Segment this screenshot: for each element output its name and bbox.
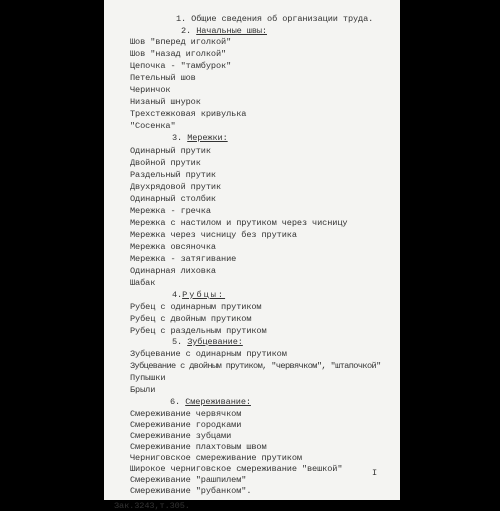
section-heading-label: Рубцы: xyxy=(182,290,226,300)
list-item: Смереживание "рубанком". xyxy=(130,486,252,496)
section-heading-label: Зубцевание: xyxy=(187,337,243,347)
section-heading xyxy=(172,133,228,143)
list-item: Зубцевание с двойным прутиком, "червячком", "штапочкой" xyxy=(130,361,381,371)
list-item: Шов "назад иголкой" xyxy=(130,49,227,59)
list-item: Черниговское смереживание прутиком xyxy=(130,453,302,463)
list-item: Одинарная лиховка xyxy=(130,266,216,276)
list-item: Брыли xyxy=(130,385,156,395)
list-item: Петельный шов xyxy=(130,73,196,83)
list-item: Двухрядовой прутик xyxy=(130,182,222,192)
list-item: Мережка овсяночка xyxy=(130,242,216,252)
list-item: Смереживание "рашпилем" xyxy=(130,475,247,485)
list-item: "Сосенка" xyxy=(130,121,176,131)
section-heading xyxy=(172,337,243,347)
list-item: Шабак xyxy=(130,278,156,288)
list-item: Одинарный столбик xyxy=(130,194,216,204)
list-item: Рубец с двойным прутиком xyxy=(130,314,252,324)
list-item: Рубец с раздельным прутиком xyxy=(130,326,267,336)
list-item: Смереживание зубцами xyxy=(130,431,232,441)
list-item: Мережка - затягивание xyxy=(130,254,237,264)
list-item: Низаный шнурок xyxy=(130,97,201,107)
list-item: Широкое черниговское смереживание "вешкой" xyxy=(130,464,343,474)
section-heading-label: Смереживание: xyxy=(185,397,251,407)
section-heading-number: 5. xyxy=(172,337,183,347)
list-item: Зубцевание с одинарным прутиком xyxy=(130,349,287,359)
section-heading-label: Мережки: xyxy=(187,133,228,143)
document-page xyxy=(104,0,400,511)
list-item: Одинарный прутик xyxy=(130,146,211,156)
list-item: Мережка - гречка xyxy=(130,206,211,216)
section-heading-number: 3. xyxy=(172,133,183,143)
list-item: Пупышки xyxy=(130,373,166,383)
list-item: Мережка через чисницу без прутика xyxy=(130,230,297,240)
list-item: Смереживание городками xyxy=(130,420,242,430)
list-item: Черинчок xyxy=(130,85,171,95)
document-footer: Зак.3243,т.305. xyxy=(114,501,190,511)
page-number: I xyxy=(372,468,378,478)
section-heading xyxy=(172,290,225,300)
list-item: Трехстежковая кривулька xyxy=(130,109,247,119)
section-heading-label: Начальные швы: xyxy=(196,26,267,36)
list-item: Смереживание плахтовым швом xyxy=(130,442,267,452)
list-item: Рубец с одинарным прутиком xyxy=(130,302,262,312)
document-title: 1. Общие сведения об организации труда. xyxy=(176,14,374,24)
section-heading-number: 4. xyxy=(172,290,183,300)
section-heading xyxy=(181,26,267,36)
list-item: Мережка с настилом и прутиком через чисницу xyxy=(130,218,348,228)
section-heading-number: 6. xyxy=(170,397,181,407)
list-item: Раздельный прутик xyxy=(130,170,216,180)
list-item: Смереживание червячком xyxy=(130,409,242,419)
list-item: Двойной прутик xyxy=(130,158,201,168)
section-heading xyxy=(170,397,251,407)
list-item: Цепочка - "тамбурок" xyxy=(130,61,232,71)
list-item: Шов "вперед иголкой" xyxy=(130,37,232,47)
section-heading-number: 2. xyxy=(181,26,192,36)
